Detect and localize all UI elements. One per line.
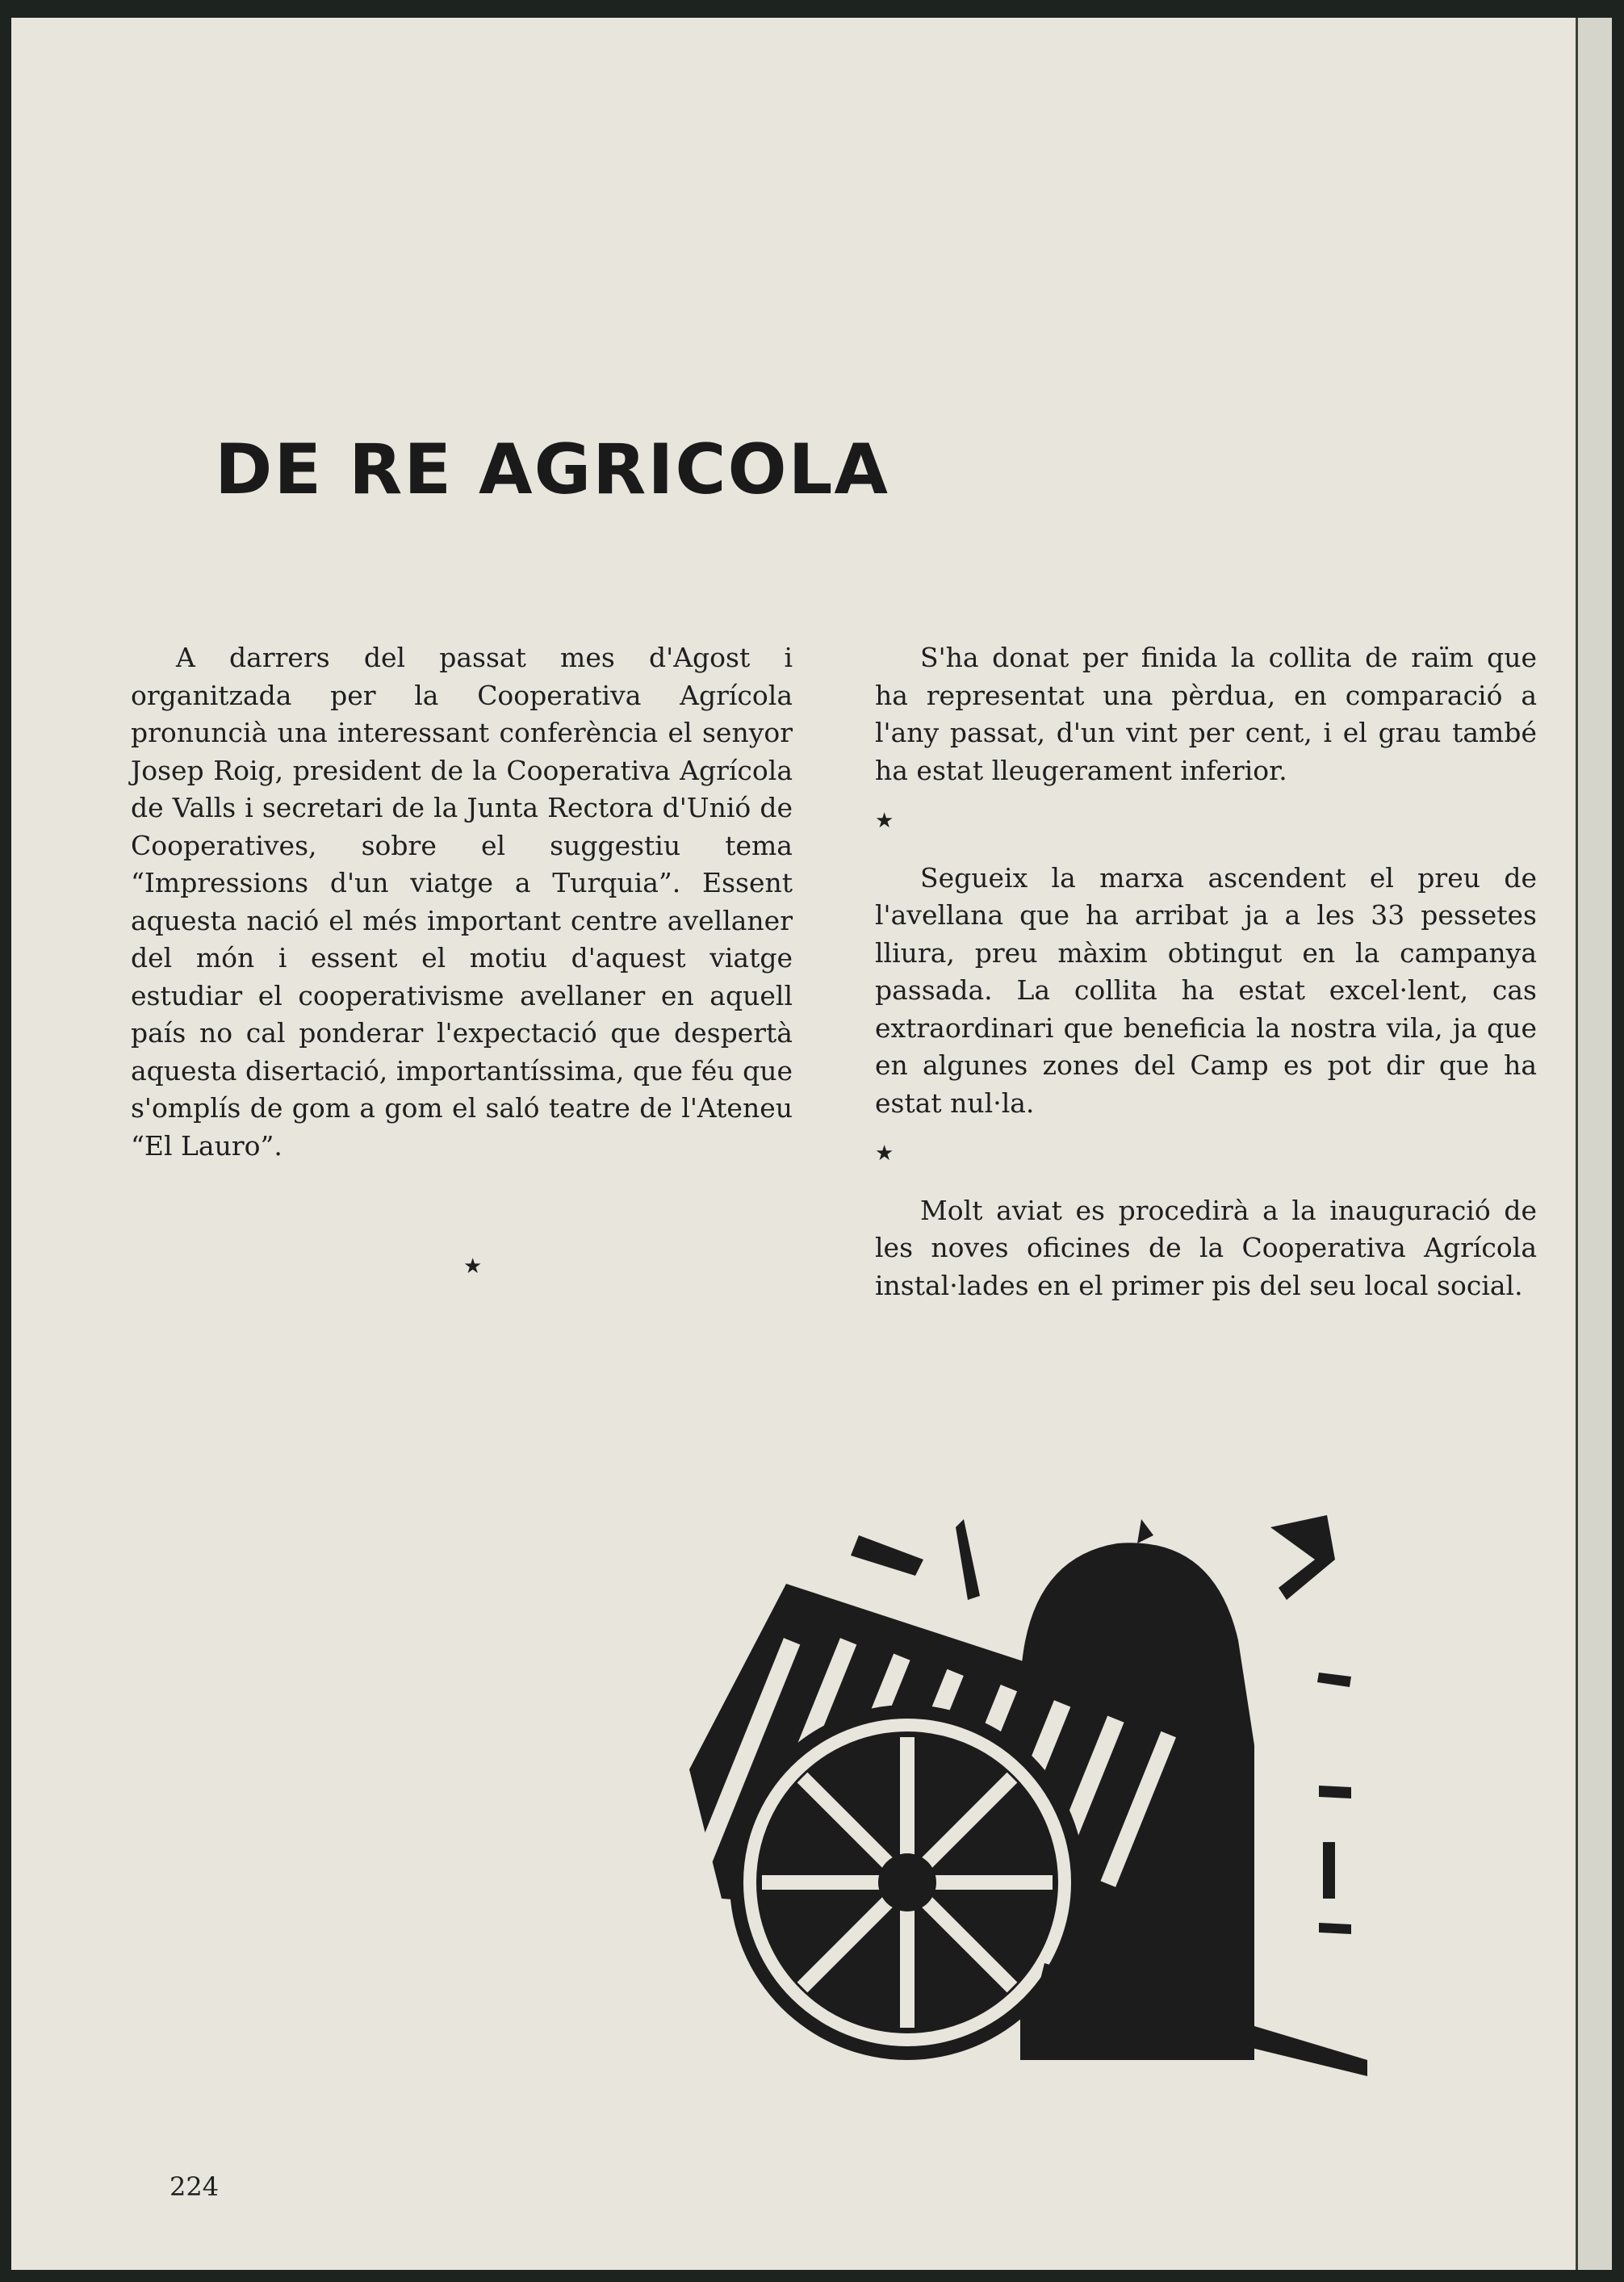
ray (956, 1519, 980, 1600)
ray (1323, 1842, 1335, 1899)
ray (1270, 1515, 1335, 1600)
harvest-paragraph: S'ha donat per finida la collita de raïm que ha representat una pèrdua, en comparació a l'any passat, d'un vint per cent, i el grau també ha estat lleugerament inferior. (875, 642, 1537, 786)
cart-woodcut-illustration (689, 1511, 1367, 2084)
offices-paragraph: Molt aviat es procedirà a la inauguració de les noves oficines de la Cooperativa Agrícola instal·lades en el primer pis del seu local social. (875, 1194, 1537, 1301)
ray (1317, 1673, 1351, 1687)
right-column (875, 639, 1537, 1304)
star-separator: ★ (463, 1254, 483, 1279)
ray (1137, 1519, 1153, 1543)
star-separator: ★ (875, 809, 894, 833)
page-title: DE RE AGRICOLA (215, 429, 889, 510)
adjacent-page-edge (1576, 18, 1612, 2270)
page-number: 224 (170, 2171, 220, 2202)
ray (851, 1535, 923, 1576)
ray (1319, 1923, 1351, 1934)
ray (1319, 1786, 1351, 1798)
conference-paragraph: A darrers del passat mes d'Agost i organitzada per la Cooperativa Agrícola pronuncià una interessant conferència el senyor Josep Roig, president de la Cooperativa Agrícola de Valls i secretari de la Junta Rectora d'Unió de Cooperatives, sobre el suggestiu tema “Impressions d'un viatge a Turquia”. Essent aquesta nació el més important centre avellaner del món i essent el motiu d'aquest viatge estudiar el cooperativisme avellaner en aquell país no cal ponderar l'expectació que despertà aquesta disertació, importantíssima, que féu que s'omplís de gom a gom el saló teatre de l'Ateneu “El Lauro”. (131, 642, 793, 1162)
star-separator: ★ (875, 1141, 894, 1166)
magazine-page (11, 18, 1576, 2270)
hazelnut-price-paragraph: Segueix la marxa ascendent el preu de l'avellana que ha arribat ja a les 33 pessetes lliura, preu màxim obtingut en la campanya passada. La collita ha estat excel·lent, cas extraordinari que beneficia la nostra vila, ja que en algunes zones del Camp es pot dir que ha estat nul·la. (875, 861, 1537, 1119)
left-column (131, 639, 793, 1165)
